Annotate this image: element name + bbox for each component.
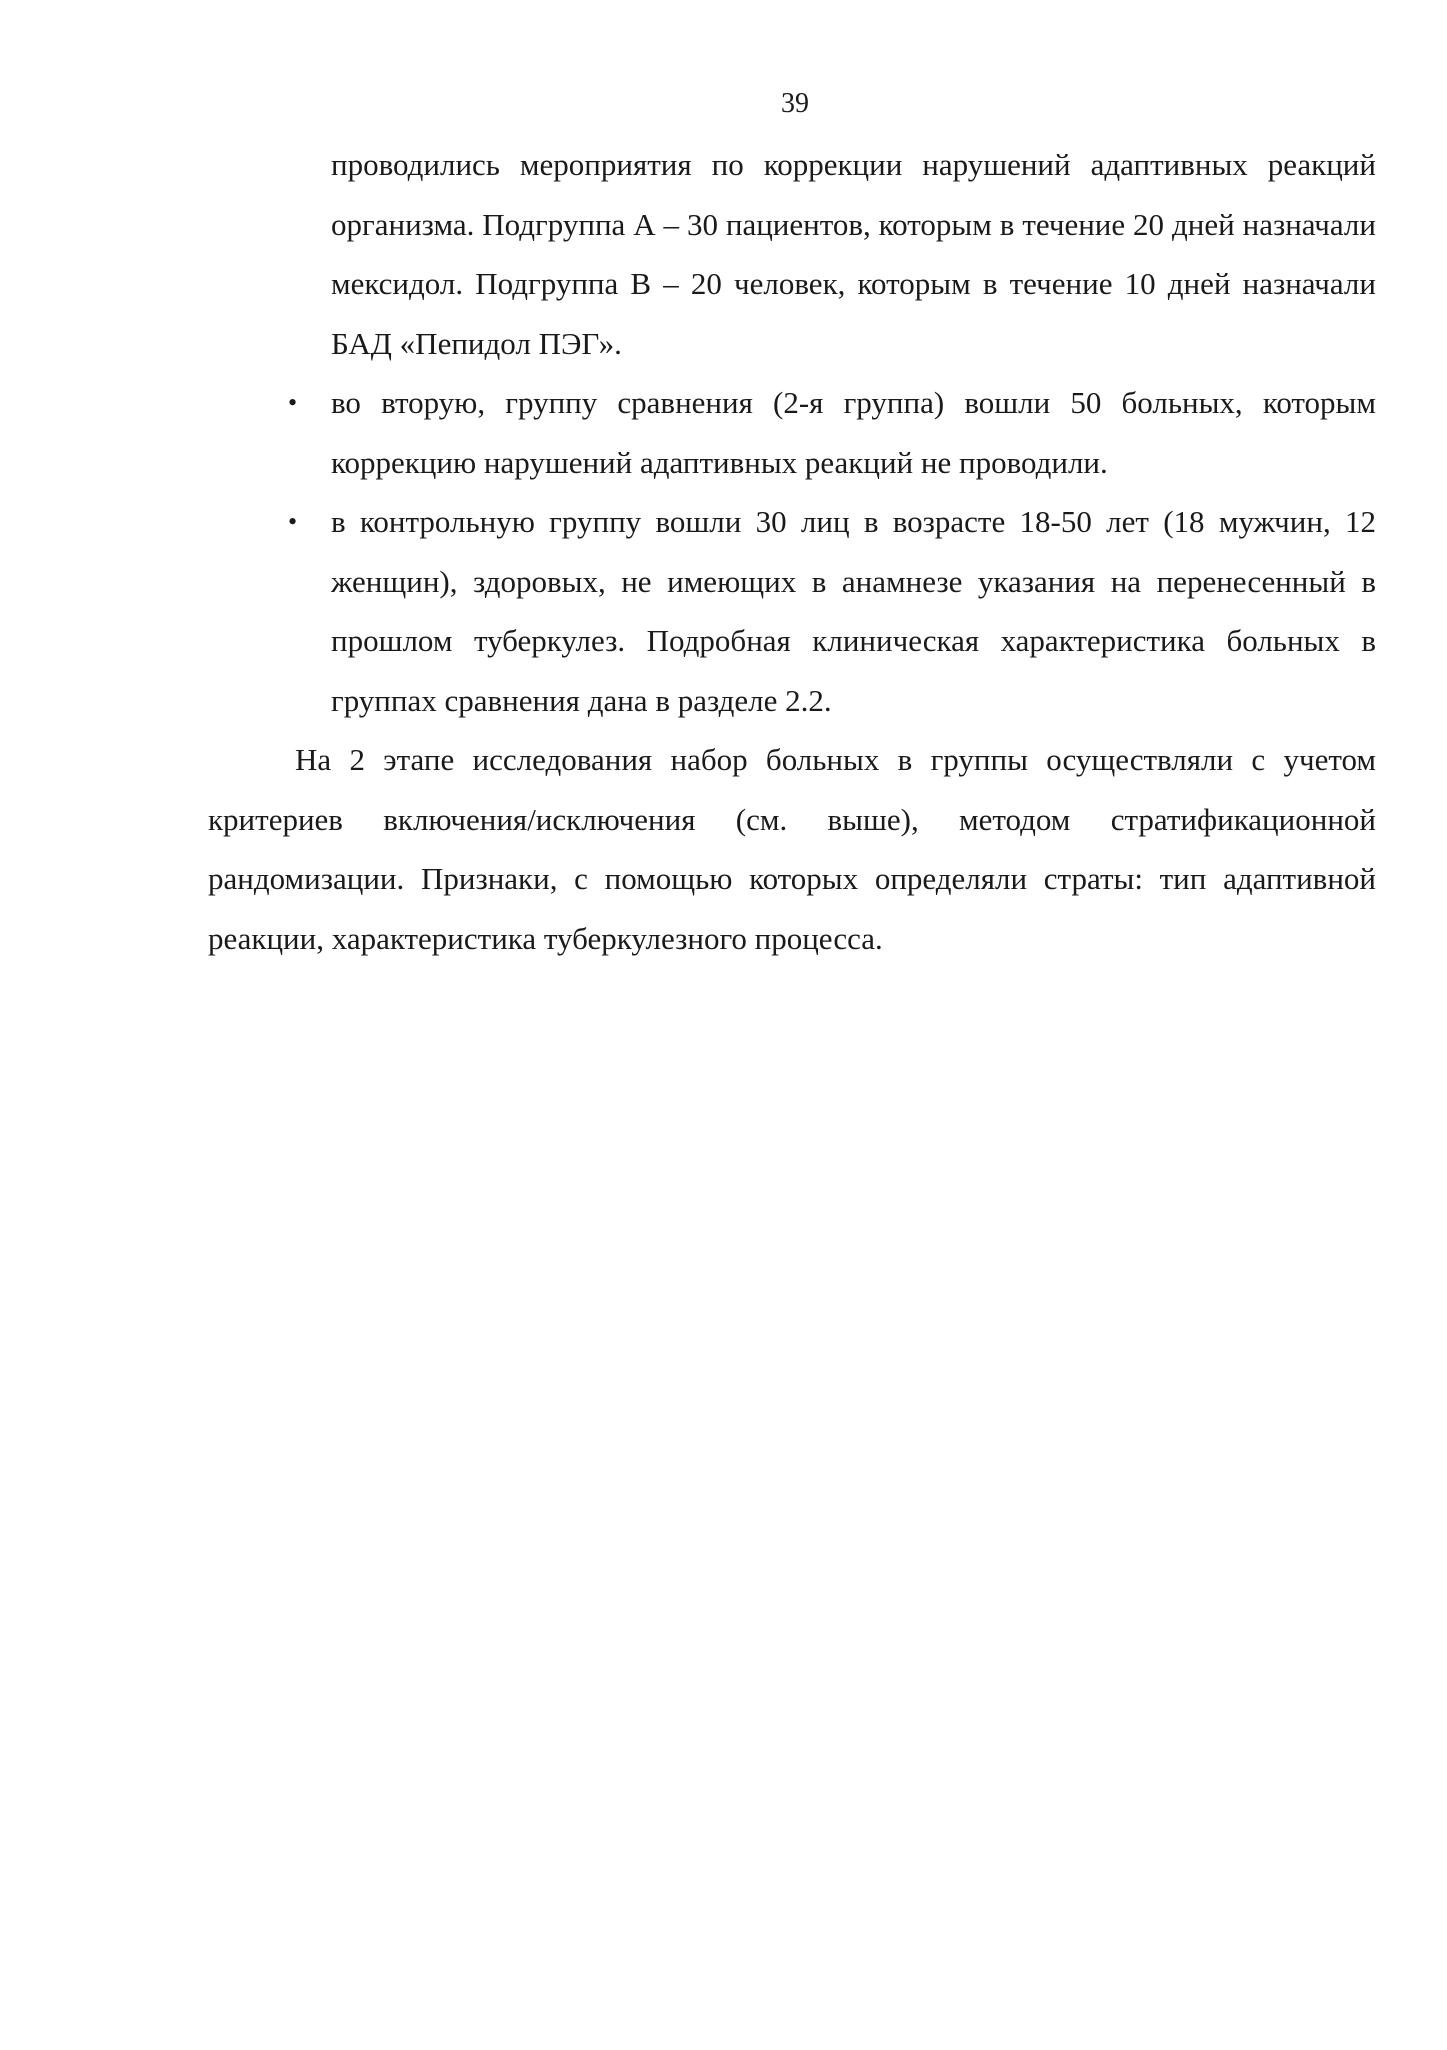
closing-paragraph: На 2 этапе исследования набор больных в группы осуществляли с учетом критериев включения/исключения (см. выше), методом стратификационной рандомизации. Признаки, с помощью которых определяли страты: тип адаптивной реакции, характеристика туберкулезного процесса. [208,742,1376,956]
page-number: 39 [781,88,809,119]
list-item-text: в контрольную группу вошли 30 лиц в возрасте 18-50 лет (18 мужчин, 12 женщин), здоровых, не имеющих в анамнезе указания на перенесенный в прошлом туберкулез. Подробная клиническая характеристика больных в группах сравнения дана в разделе 2.2. [331,504,1376,718]
bullet-icon: • [288,507,298,536]
continuation-paragraph: проводились мероприятия по коррекции нарушений адаптивных реакций организма. Подгруппа А – 30 пациентов, которым в течение 20 дней назначали мексидол. Подгруппа В – 20 человек, которым в течение 10 дней назначали БАД «Пепидол ПЭГ». [331,147,1376,361]
list-item [208,492,1376,730]
bullet-icon: • [288,388,298,417]
list-item [208,373,1376,492]
bullet-list [208,373,1376,730]
document-body [208,135,1376,968]
list-item-text: во вторую, группу сравнения (2-я группа) вошли 50 больных, которым коррекцию нарушений адаптивных реакций не проводили. [331,385,1376,480]
